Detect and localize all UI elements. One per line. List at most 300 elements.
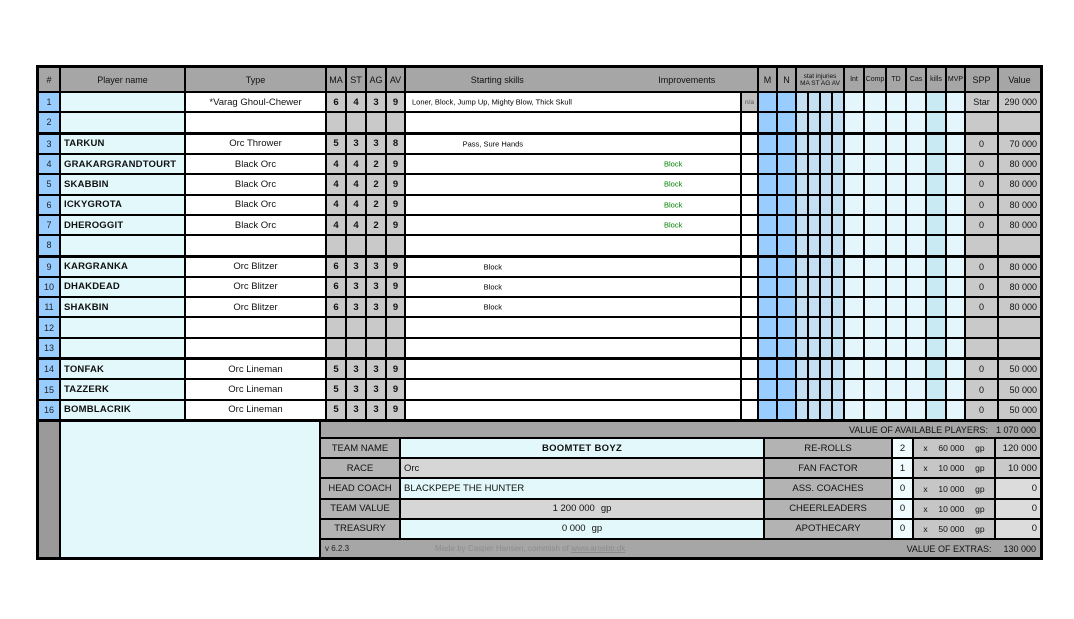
casualties-cell[interactable] [907,318,927,336]
stat-injury-st-cell[interactable] [809,93,821,111]
stat-injury-av-cell[interactable] [833,380,845,398]
touchdowns-cell[interactable] [887,380,907,398]
stat-injury-st-cell[interactable] [809,175,821,193]
touchdowns-cell[interactable] [887,401,907,419]
mvp-cell[interactable] [947,135,966,153]
miss-game-cell[interactable] [759,380,778,398]
skills-cell[interactable] [406,175,742,193]
ass-coaches-count[interactable]: 0 [893,479,914,497]
stat-injury-ma-cell[interactable] [797,196,809,214]
av-cell[interactable]: 9 [387,216,406,234]
touchdowns-cell[interactable] [887,216,907,234]
niggling-cell[interactable] [778,155,797,173]
skills-cell[interactable] [406,298,742,316]
niggling-cell[interactable] [778,135,797,153]
stat-injury-av-cell[interactable] [833,155,845,173]
av-cell[interactable]: 9 [387,298,406,316]
miss-game-cell[interactable] [759,93,778,111]
kills-cell[interactable] [927,216,947,234]
completions-cell[interactable] [865,380,887,398]
stat-injury-st-cell[interactable] [809,196,821,214]
head-coach-value[interactable]: BLACKPEPE THE HUNTER [401,479,765,497]
player-name-cell[interactable]: TONFAK [61,360,186,378]
interceptions-cell[interactable] [845,339,865,357]
interceptions-cell[interactable] [845,175,865,193]
mvp-cell[interactable] [947,360,966,378]
av-cell[interactable]: 9 [387,155,406,173]
stat-injury-ma-cell[interactable] [797,155,809,173]
completions-cell[interactable] [865,113,887,131]
av-cell[interactable]: 8 [387,135,406,153]
stat-injury-ag-cell[interactable] [821,93,833,111]
stat-injury-st-cell[interactable] [809,318,821,336]
st-cell[interactable]: 3 [347,258,367,276]
miss-game-cell[interactable] [759,175,778,193]
stat-injury-ag-cell[interactable] [821,298,833,316]
casualties-cell[interactable] [907,278,927,296]
touchdowns-cell[interactable] [887,113,907,131]
touchdowns-cell[interactable] [887,278,907,296]
stat-injury-st-cell[interactable] [809,155,821,173]
niggling-cell[interactable] [778,339,797,357]
ma-cell[interactable]: 5 [327,360,347,378]
st-cell[interactable]: 4 [347,93,367,111]
miss-game-cell[interactable] [759,216,778,234]
miss-game-cell[interactable] [759,135,778,153]
st-cell[interactable]: 3 [347,278,367,296]
interceptions-cell[interactable] [845,196,865,214]
stat-injury-av-cell[interactable] [833,135,845,153]
stat-injury-ma-cell[interactable] [797,216,809,234]
skills-cell[interactable] [406,236,742,254]
touchdowns-cell[interactable] [887,236,907,254]
stat-injury-st-cell[interactable] [809,113,821,131]
miss-game-cell[interactable] [759,360,778,378]
interceptions-cell[interactable] [845,93,865,111]
interceptions-cell[interactable] [845,401,865,419]
mvp-cell[interactable] [947,380,966,398]
interceptions-cell[interactable] [845,318,865,336]
mvp-cell[interactable] [947,258,966,276]
player-name-cell[interactable] [61,339,186,357]
stat-injury-st-cell[interactable] [809,401,821,419]
skills-cell[interactable] [406,196,742,214]
kills-cell[interactable] [927,236,947,254]
apothecary-count[interactable]: 0 [893,520,914,538]
kills-cell[interactable] [927,278,947,296]
niggling-cell[interactable] [778,258,797,276]
ma-cell[interactable]: 6 [327,93,347,111]
ag-cell[interactable]: 3 [367,278,387,296]
stat-injury-ma-cell[interactable] [797,93,809,111]
stat-injury-av-cell[interactable] [833,339,845,357]
ma-cell[interactable]: 6 [327,258,347,276]
touchdowns-cell[interactable] [887,175,907,193]
interceptions-cell[interactable] [845,113,865,131]
stat-injury-ag-cell[interactable] [821,278,833,296]
av-cell[interactable] [387,113,406,131]
skills-cell[interactable] [406,360,742,378]
st-cell[interactable]: 4 [347,196,367,214]
player-name-cell[interactable]: DHAKDEAD [61,278,186,296]
touchdowns-cell[interactable] [887,360,907,378]
casualties-cell[interactable] [907,380,927,398]
treasury-value[interactable] [401,520,765,538]
stat-injury-st-cell[interactable] [809,216,821,234]
av-cell[interactable]: 9 [387,196,406,214]
niggling-cell[interactable] [778,401,797,419]
stat-injury-st-cell[interactable] [809,380,821,398]
rerolls-count[interactable]: 2 [893,439,914,457]
interceptions-cell[interactable] [845,155,865,173]
player-type-cell[interactable]: Orc Blitzer [186,258,327,276]
casualties-cell[interactable] [907,93,927,111]
player-type-cell[interactable]: Black Orc [186,155,327,173]
stat-injury-ma-cell[interactable] [797,278,809,296]
st-cell[interactable]: 4 [347,175,367,193]
ma-cell[interactable]: 4 [327,216,347,234]
ag-cell[interactable]: 2 [367,216,387,234]
completions-cell[interactable] [865,401,887,419]
ma-cell[interactable]: 6 [327,278,347,296]
st-cell[interactable] [347,236,367,254]
niggling-cell[interactable] [778,175,797,193]
st-cell[interactable]: 3 [347,401,367,419]
completions-cell[interactable] [865,318,887,336]
stat-injury-av-cell[interactable] [833,401,845,419]
player-type-cell[interactable] [186,236,327,254]
av-cell[interactable] [387,339,406,357]
ma-cell[interactable] [327,113,347,131]
stat-injury-ma-cell[interactable] [797,318,809,336]
skills-cell[interactable] [406,135,742,153]
stat-injury-av-cell[interactable] [833,360,845,378]
player-name-cell[interactable]: DHEROGGIT [61,216,186,234]
team-name-value[interactable]: BOOMTET BOYZ [401,439,765,457]
casualties-cell[interactable] [907,175,927,193]
stat-injury-ma-cell[interactable] [797,401,809,419]
stat-injury-av-cell[interactable] [833,278,845,296]
niggling-cell[interactable] [778,93,797,111]
miss-game-cell[interactable] [759,298,778,316]
player-name-cell[interactable]: GRAKARGRANDTOURT [61,155,186,173]
player-name-cell[interactable]: SHAKBIN [61,298,186,316]
niggling-cell[interactable] [778,216,797,234]
completions-cell[interactable] [865,196,887,214]
stat-injury-ma-cell[interactable] [797,113,809,131]
casualties-cell[interactable] [907,298,927,316]
mvp-cell[interactable] [947,298,966,316]
player-name-cell[interactable] [61,113,186,131]
casualties-cell[interactable] [907,258,927,276]
stat-injury-ag-cell[interactable] [821,401,833,419]
player-type-cell[interactable]: Black Orc [186,175,327,193]
player-type-cell[interactable]: Orc Lineman [186,380,327,398]
st-cell[interactable]: 3 [347,380,367,398]
miss-game-cell[interactable] [759,339,778,357]
stat-injury-ma-cell[interactable] [797,380,809,398]
casualties-cell[interactable] [907,113,927,131]
mvp-cell[interactable] [947,278,966,296]
stat-injury-av-cell[interactable] [833,216,845,234]
ma-cell[interactable]: 4 [327,175,347,193]
stat-injury-ag-cell[interactable] [821,135,833,153]
niggling-cell[interactable] [778,298,797,316]
completions-cell[interactable] [865,135,887,153]
stat-injury-ag-cell[interactable] [821,318,833,336]
st-cell[interactable] [347,318,367,336]
credit-link[interactable]: www.arosbb.dk [571,544,626,554]
kills-cell[interactable] [927,401,947,419]
av-cell[interactable] [387,318,406,336]
stat-injury-av-cell[interactable] [833,258,845,276]
completions-cell[interactable] [865,298,887,316]
stat-injury-st-cell[interactable] [809,135,821,153]
ag-cell[interactable]: 3 [367,258,387,276]
player-name-cell[interactable] [61,318,186,336]
stat-injury-ag-cell[interactable] [821,360,833,378]
ma-cell[interactable]: 6 [327,298,347,316]
kills-cell[interactable] [927,155,947,173]
casualties-cell[interactable] [907,135,927,153]
completions-cell[interactable] [865,360,887,378]
touchdowns-cell[interactable] [887,155,907,173]
ag-cell[interactable]: 2 [367,196,387,214]
miss-game-cell[interactable] [759,318,778,336]
mvp-cell[interactable] [947,318,966,336]
stat-injury-ag-cell[interactable] [821,113,833,131]
st-cell[interactable]: 3 [347,298,367,316]
touchdowns-cell[interactable] [887,93,907,111]
stat-injury-ma-cell[interactable] [797,339,809,357]
stat-injury-ag-cell[interactable] [821,339,833,357]
player-type-cell[interactable] [186,339,327,357]
player-type-cell[interactable]: Orc Lineman [186,360,327,378]
player-name-cell[interactable] [61,236,186,254]
av-cell[interactable]: 9 [387,278,406,296]
kills-cell[interactable] [927,360,947,378]
completions-cell[interactable] [865,216,887,234]
stat-injury-ag-cell[interactable] [821,258,833,276]
mvp-cell[interactable] [947,236,966,254]
interceptions-cell[interactable] [845,298,865,316]
kills-cell[interactable] [927,135,947,153]
mvp-cell[interactable] [947,155,966,173]
ag-cell[interactable] [367,113,387,131]
player-name-cell[interactable]: TARKUN [61,135,186,153]
st-cell[interactable]: 4 [347,216,367,234]
miss-game-cell[interactable] [759,113,778,131]
niggling-cell[interactable] [778,236,797,254]
st-cell[interactable]: 3 [347,360,367,378]
kills-cell[interactable] [927,113,947,131]
ma-cell[interactable]: 5 [327,135,347,153]
stat-injury-ma-cell[interactable] [797,175,809,193]
touchdowns-cell[interactable] [887,298,907,316]
skills-cell[interactable] [406,401,742,419]
stat-injury-ma-cell[interactable] [797,135,809,153]
stat-injury-ma-cell[interactable] [797,298,809,316]
miss-game-cell[interactable] [759,258,778,276]
mvp-cell[interactable] [947,113,966,131]
niggling-cell[interactable] [778,196,797,214]
stat-injury-ag-cell[interactable] [821,380,833,398]
player-type-cell[interactable]: Orc Thrower [186,135,327,153]
touchdowns-cell[interactable] [887,258,907,276]
interceptions-cell[interactable] [845,360,865,378]
ag-cell[interactable]: 2 [367,175,387,193]
ag-cell[interactable]: 2 [367,155,387,173]
kills-cell[interactable] [927,339,947,357]
av-cell[interactable]: 9 [387,258,406,276]
casualties-cell[interactable] [907,216,927,234]
stat-injury-st-cell[interactable] [809,339,821,357]
ag-cell[interactable] [367,318,387,336]
stat-injury-av-cell[interactable] [833,318,845,336]
ma-cell[interactable]: 5 [327,380,347,398]
player-type-cell[interactable]: Orc Blitzer [186,298,327,316]
ag-cell[interactable]: 3 [367,135,387,153]
ag-cell[interactable]: 3 [367,360,387,378]
miss-game-cell[interactable] [759,155,778,173]
completions-cell[interactable] [865,93,887,111]
av-cell[interactable]: 9 [387,360,406,378]
player-name-cell[interactable]: KARGRANKA [61,258,186,276]
cheerleaders-count[interactable]: 0 [893,500,914,518]
completions-cell[interactable] [865,175,887,193]
completions-cell[interactable] [865,278,887,296]
stat-injury-st-cell[interactable] [809,258,821,276]
stat-injury-st-cell[interactable] [809,298,821,316]
niggling-cell[interactable] [778,113,797,131]
stat-injury-st-cell[interactable] [809,236,821,254]
casualties-cell[interactable] [907,360,927,378]
stat-injury-av-cell[interactable] [833,196,845,214]
ag-cell[interactable]: 3 [367,298,387,316]
player-type-cell[interactable]: Black Orc [186,216,327,234]
skills-cell[interactable] [406,258,742,276]
stat-injury-av-cell[interactable] [833,175,845,193]
casualties-cell[interactable] [907,339,927,357]
stat-injury-st-cell[interactable] [809,360,821,378]
completions-cell[interactable] [865,236,887,254]
ma-cell[interactable]: 4 [327,155,347,173]
miss-game-cell[interactable] [759,401,778,419]
skills-cell[interactable] [406,278,742,296]
kills-cell[interactable] [927,196,947,214]
av-cell[interactable]: 9 [387,380,406,398]
mvp-cell[interactable] [947,175,966,193]
st-cell[interactable]: 4 [347,155,367,173]
player-type-cell[interactable]: Black Orc [186,196,327,214]
kills-cell[interactable] [927,93,947,111]
niggling-cell[interactable] [778,278,797,296]
stat-injury-ma-cell[interactable] [797,236,809,254]
empty-notes-area[interactable] [61,422,321,557]
kills-cell[interactable] [927,298,947,316]
ag-cell[interactable]: 3 [367,380,387,398]
skills-cell[interactable] [406,113,742,131]
player-name-cell[interactable] [61,93,186,111]
av-cell[interactable] [387,236,406,254]
ag-cell[interactable]: 3 [367,401,387,419]
fan-factor-count[interactable]: 1 [893,459,914,477]
ma-cell[interactable] [327,318,347,336]
casualties-cell[interactable] [907,401,927,419]
mvp-cell[interactable] [947,401,966,419]
skills-cell[interactable] [406,93,742,111]
mvp-cell[interactable] [947,196,966,214]
stat-injury-ag-cell[interactable] [821,216,833,234]
skills-cell[interactable] [406,155,742,173]
ma-cell[interactable] [327,339,347,357]
ma-cell[interactable]: 4 [327,196,347,214]
mvp-cell[interactable] [947,339,966,357]
miss-game-cell[interactable] [759,278,778,296]
completions-cell[interactable] [865,155,887,173]
touchdowns-cell[interactable] [887,135,907,153]
miss-game-cell[interactable] [759,196,778,214]
st-cell[interactable] [347,339,367,357]
completions-cell[interactable] [865,258,887,276]
skills-cell[interactable] [406,318,742,336]
stat-injury-av-cell[interactable] [833,236,845,254]
miss-game-cell[interactable] [759,236,778,254]
player-name-cell[interactable]: SKABBIN [61,175,186,193]
stat-injury-av-cell[interactable] [833,298,845,316]
stat-injury-ag-cell[interactable] [821,155,833,173]
interceptions-cell[interactable] [845,258,865,276]
stat-injury-ag-cell[interactable] [821,196,833,214]
interceptions-cell[interactable] [845,380,865,398]
player-type-cell[interactable]: *Varag Ghoul-Chewer [186,93,327,111]
interceptions-cell[interactable] [845,236,865,254]
av-cell[interactable]: 9 [387,93,406,111]
stat-injury-ma-cell[interactable] [797,360,809,378]
stat-injury-ag-cell[interactable] [821,175,833,193]
touchdowns-cell[interactable] [887,318,907,336]
niggling-cell[interactable] [778,380,797,398]
skills-cell[interactable] [406,339,742,357]
stat-injury-st-cell[interactable] [809,278,821,296]
touchdowns-cell[interactable] [887,339,907,357]
kills-cell[interactable] [927,258,947,276]
touchdowns-cell[interactable] [887,196,907,214]
casualties-cell[interactable] [907,196,927,214]
player-type-cell[interactable] [186,113,327,131]
player-name-cell[interactable]: BOMBLACRIK [61,401,186,419]
ma-cell[interactable]: 5 [327,401,347,419]
race-value[interactable]: Orc [401,459,765,477]
kills-cell[interactable] [927,318,947,336]
stat-injury-av-cell[interactable] [833,93,845,111]
kills-cell[interactable] [927,175,947,193]
interceptions-cell[interactable] [845,216,865,234]
ag-cell[interactable] [367,236,387,254]
ma-cell[interactable] [327,236,347,254]
mvp-cell[interactable] [947,93,966,111]
player-name-cell[interactable]: TAZZERK [61,380,186,398]
kills-cell[interactable] [927,380,947,398]
niggling-cell[interactable] [778,360,797,378]
stat-injury-av-cell[interactable] [833,113,845,131]
ag-cell[interactable] [367,339,387,357]
av-cell[interactable]: 9 [387,175,406,193]
casualties-cell[interactable] [907,236,927,254]
av-cell[interactable]: 9 [387,401,406,419]
casualties-cell[interactable] [907,155,927,173]
player-type-cell[interactable]: Orc Blitzer [186,278,327,296]
